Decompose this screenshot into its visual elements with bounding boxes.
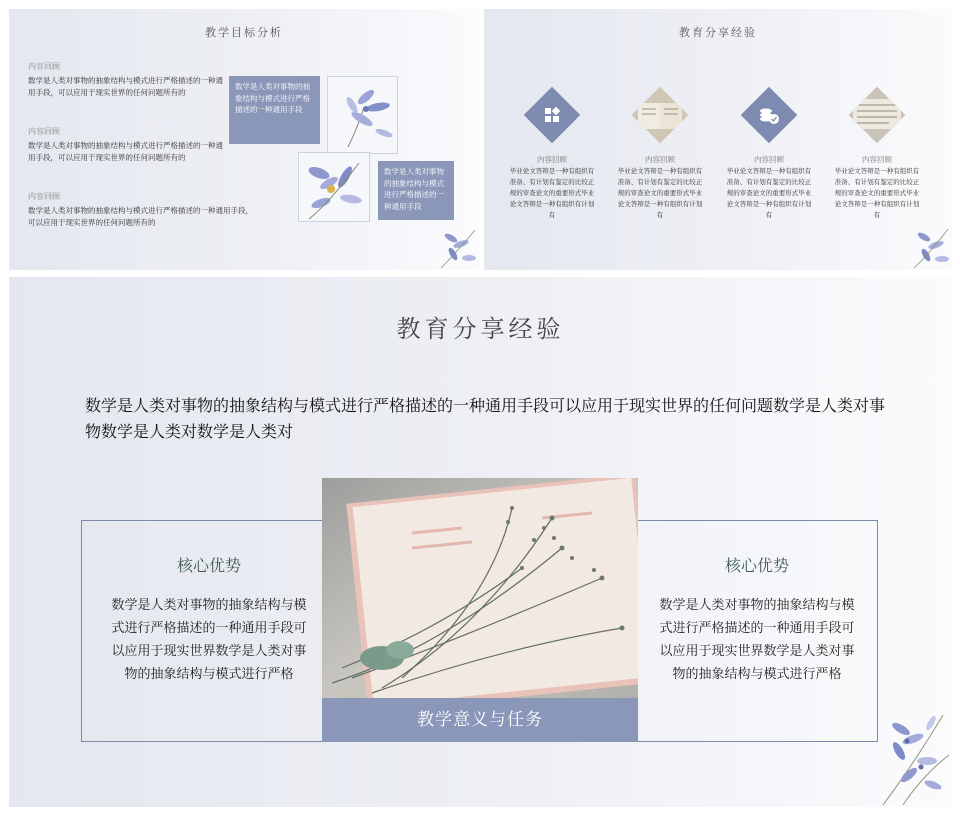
panel-heading: 核心优势 [176,556,241,575]
content-section [28,191,253,229]
section-label: 内容回顾 [28,62,60,71]
column-label: 内容回顾 [537,155,567,164]
slide-teaching-goals[interactable] [9,9,479,270]
intro-paragraph: 数学是人类对事物的抽象结构与模式进行严格描述的一种通用手段可以应用于现实世界的任何问题数学是人类对事物数学是人类对数学是人类对 [85,396,886,441]
icon-diamond [524,87,581,144]
info-box: 数学是人类对事物的抽象结构与模式进行严格描述的一种通用手段 [229,76,320,144]
slide-title: 教学目标分析 [205,26,283,39]
section-label: 内容回顾 [28,127,60,136]
panel-text: 数学是人类对事物的抽象结构与模式进行严格描述的一种通用手段可以应用于现实世界数学是人类对事物的抽象结构与模式进行严格 [111,598,307,682]
info-box: 数学是人类对事物的抽象结构与模式进行严格描述的一种通用手段 [378,161,454,220]
section-label: 内容回顾 [28,192,60,201]
right-panel [647,553,867,686]
book-photo-diamond [849,87,906,144]
column-text: 毕业论文答辩是一种有组织有准备、有计划有鉴定的比较正规的审查论文的重要形式毕业论文答辩是一种有组织有计划有 [509,167,595,219]
column-label: 内容回顾 [754,155,784,164]
section-text: 数学是人类对事物的抽象结构与模式进行严格描述的一种通用手段，可以应用于现实世界的任何问题所有的 [28,206,253,227]
flower-illustration [328,77,398,154]
coins-check-icon [749,95,789,135]
book-photo-diamond [632,87,689,144]
flower-photo [298,152,370,222]
content-section [28,61,228,99]
flower-decoration [873,705,952,807]
center-photo [322,478,638,742]
slide-sharing-experience-main[interactable] [9,277,952,807]
panel-text: 数学是人类对事物的抽象结构与模式进行严格描述的一种通用手段可以应用于现实世界数学是人类对事物的抽象结构与模式进行严格 [659,598,855,682]
column-text: 毕业论文答辩是一种有组织有准备、有计划有鉴定的比较正规的审查论文的重要形式毕业论文答辩是一种有组织有计划有 [617,167,703,219]
column-label: 内容回顾 [645,155,675,164]
slide-title: 教育分享经验 [396,315,565,343]
book-photo [849,87,905,143]
flower-photo [327,76,398,154]
photo-caption: 教学意义与任务 [322,698,638,742]
section-text: 数学是人类对事物的抽象结构与模式进行严格描述的一种通用手段，可以应用于现实世界的任何问题所有的 [28,76,223,97]
slide-title: 教育分享经验 [679,26,757,39]
grid-icon [532,95,572,135]
panel-heading: 核心优势 [724,556,789,575]
icon-diamond [741,87,798,144]
content-section [28,126,228,164]
flower-decoration [910,223,952,270]
slide-sharing-experience[interactable] [484,9,952,270]
column-text: 毕业论文答辩是一种有组织有准备、有计划有鉴定的比较正规的审查论文的重要形式毕业论文答辩是一种有组织有计划有 [834,167,920,219]
column-label: 内容回顾 [862,155,892,164]
flower-illustration [299,153,370,222]
section-text: 数学是人类对事物的抽象结构与模式进行严格描述的一种通用手段，可以应用于现实世界的任何问题所有的 [28,141,223,162]
left-panel [99,553,319,686]
flower-decoration [435,224,479,270]
book-photo [632,87,688,143]
book-and-flowers-photo [322,478,638,698]
column-text: 毕业论文答辩是一种有组织有准备、有计划有鉴定的比较正规的审查论文的重要形式毕业论文答辩是一种有组织有计划有 [726,167,812,219]
